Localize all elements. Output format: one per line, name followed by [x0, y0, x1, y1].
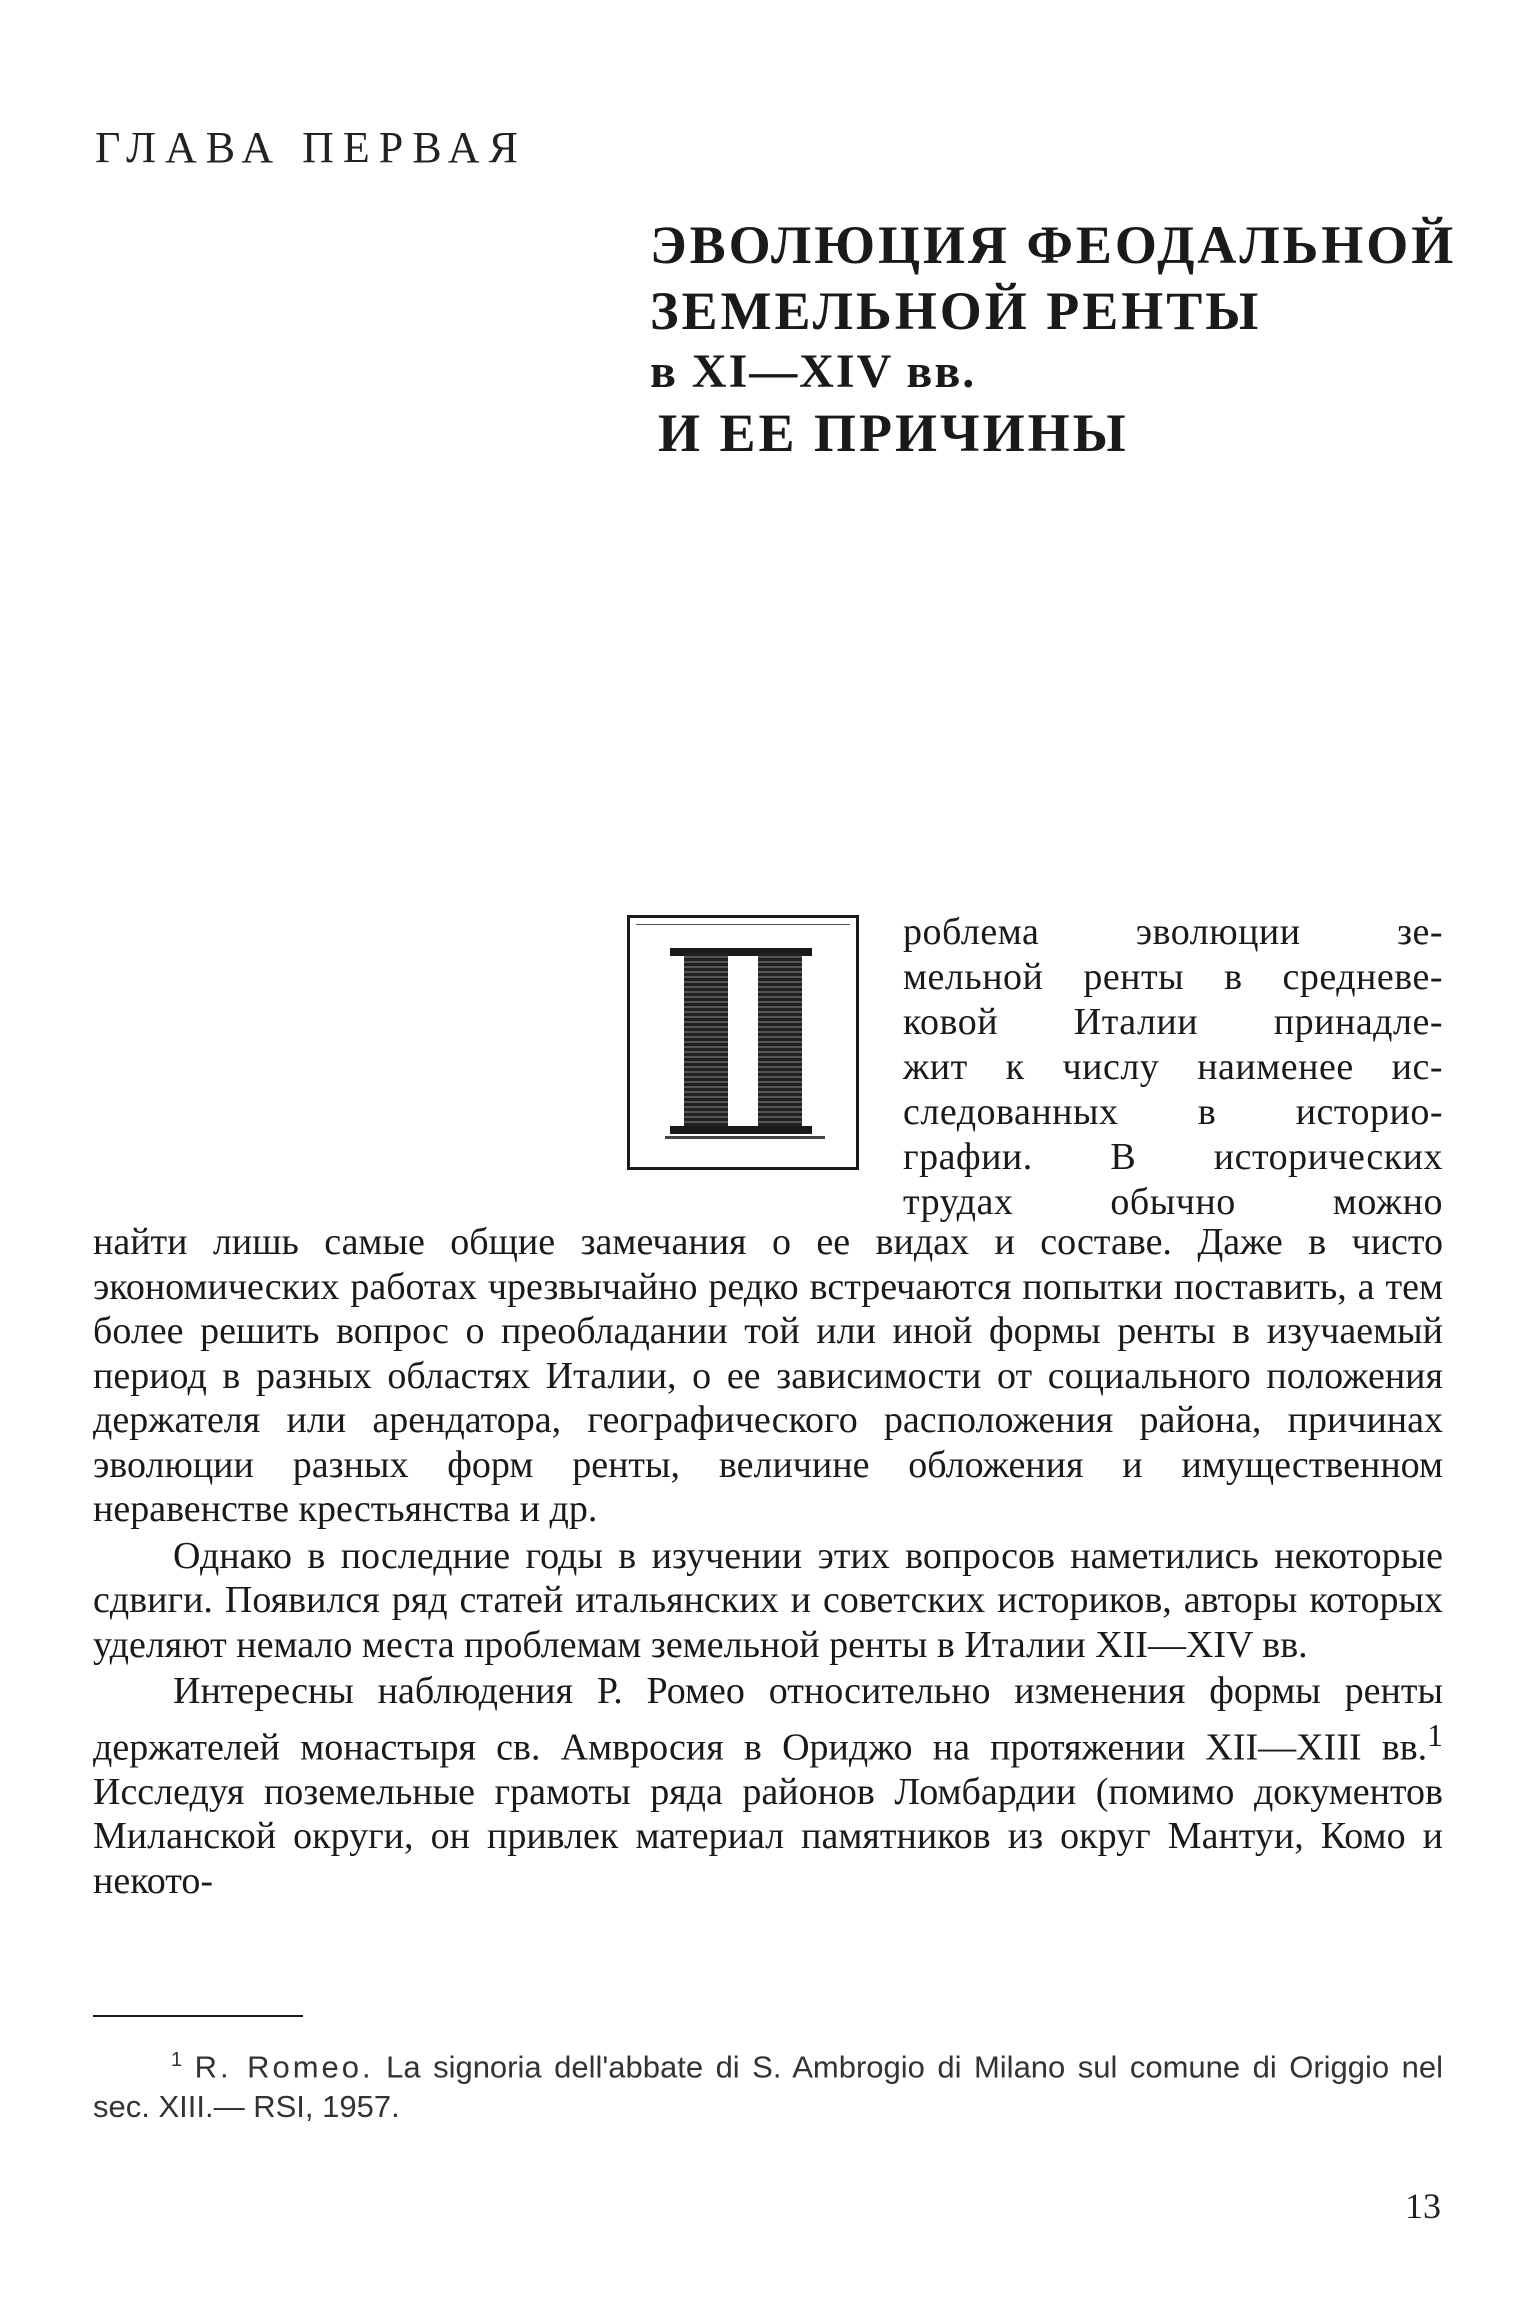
chapter-title — [650, 212, 1456, 466]
chapter-label: ГЛАВА ПЕРВАЯ — [95, 123, 527, 172]
footnote-author: R. Romeo. — [194, 2049, 374, 2085]
page-number: 13 — [1405, 2186, 1441, 2226]
body-text — [93, 1220, 1443, 1903]
dropcap-bar-left — [684, 953, 728, 1128]
footnote-text: La signoria dell'abbate di S. Ambrogio di Milano sul comune di Origgio nel sec. XIII.— RSI, 1957. — [93, 2049, 1443, 2125]
title-line-1: ЭВОЛЮЦИЯ ФЕОДАЛЬНОЙ — [650, 215, 1457, 275]
paragraph-2: Однако в последние годы в изучении этих вопросов наметились некоторые сдвиги. Появился ряд статей итальянских и советских историков, авторы которых уделяют немало места проблемам земельной ренты в Италии XII—XIV вв. — [93, 1534, 1443, 1666]
intro-line: роблема эволюции зе- — [903, 911, 1443, 953]
intro-line: ковой Италии принадле- — [903, 1001, 1443, 1043]
title-line-2: ЗЕМЕЛЬНОЙ РЕНТЫ — [650, 281, 1262, 341]
dropcap-beam-bottom — [670, 1126, 812, 1134]
dropcap-letter — [627, 915, 859, 1170]
paragraph-1-continuation: найти лишь самые общие замечания о ее видах и составе. Даже в чисто экономических работах чрезвычайно редко встречаются попытки поставить, а тем более решить вопрос о преобладании той или иной формы ренты в изучаемый период в разных областях Италии, о ее зависимости от социального положения держателя или арендатора, географического расположения района, причинах эволюции разных форм ренты, величине обложения и имущественном неравенстве крестьянства и др. — [93, 1221, 1443, 1530]
intro-line: трудах обычно можно — [903, 1181, 1443, 1223]
dropcap-serif — [665, 1136, 825, 1139]
footnote-1 — [93, 2040, 1443, 2127]
paragraph-3-part-a: Интересны наблюдения Р. Ромео относительно изменения формы ренты держателей монастыря св. Амвросия в Ориджо на протяжении XII—XIII вв. — [93, 1670, 1443, 1769]
paragraph-3-part-b: Исследуя поземельные грамоты ряда районов Ломбардии (помимо документов Миланской округи, он привлек материал памятников из округ Мантуи, Комо и некото- — [93, 1770, 1443, 1902]
footnote-reference[interactable]: 1 — [1427, 1717, 1443, 1753]
intro-line: жит к числу наименее ис- — [903, 1046, 1443, 1088]
intro-line: следованных в историо- — [903, 1091, 1443, 1133]
title-line-4: И ЕЕ ПРИЧИНЫ — [658, 403, 1129, 463]
footnote-marker: 1 — [171, 2049, 183, 2071]
paragraph-3 — [93, 1669, 1443, 1903]
intro-line: графии. В исторических — [903, 1136, 1443, 1178]
intro-line: мельной ренты в средневе- — [903, 956, 1443, 998]
dropcap-bar-right — [758, 953, 802, 1128]
footnote-divider — [93, 2015, 303, 2017]
title-line-3: в XI—XIV вв. — [650, 345, 977, 398]
dropcap-frame-line — [636, 924, 850, 925]
intro-paragraph — [903, 910, 1443, 1225]
